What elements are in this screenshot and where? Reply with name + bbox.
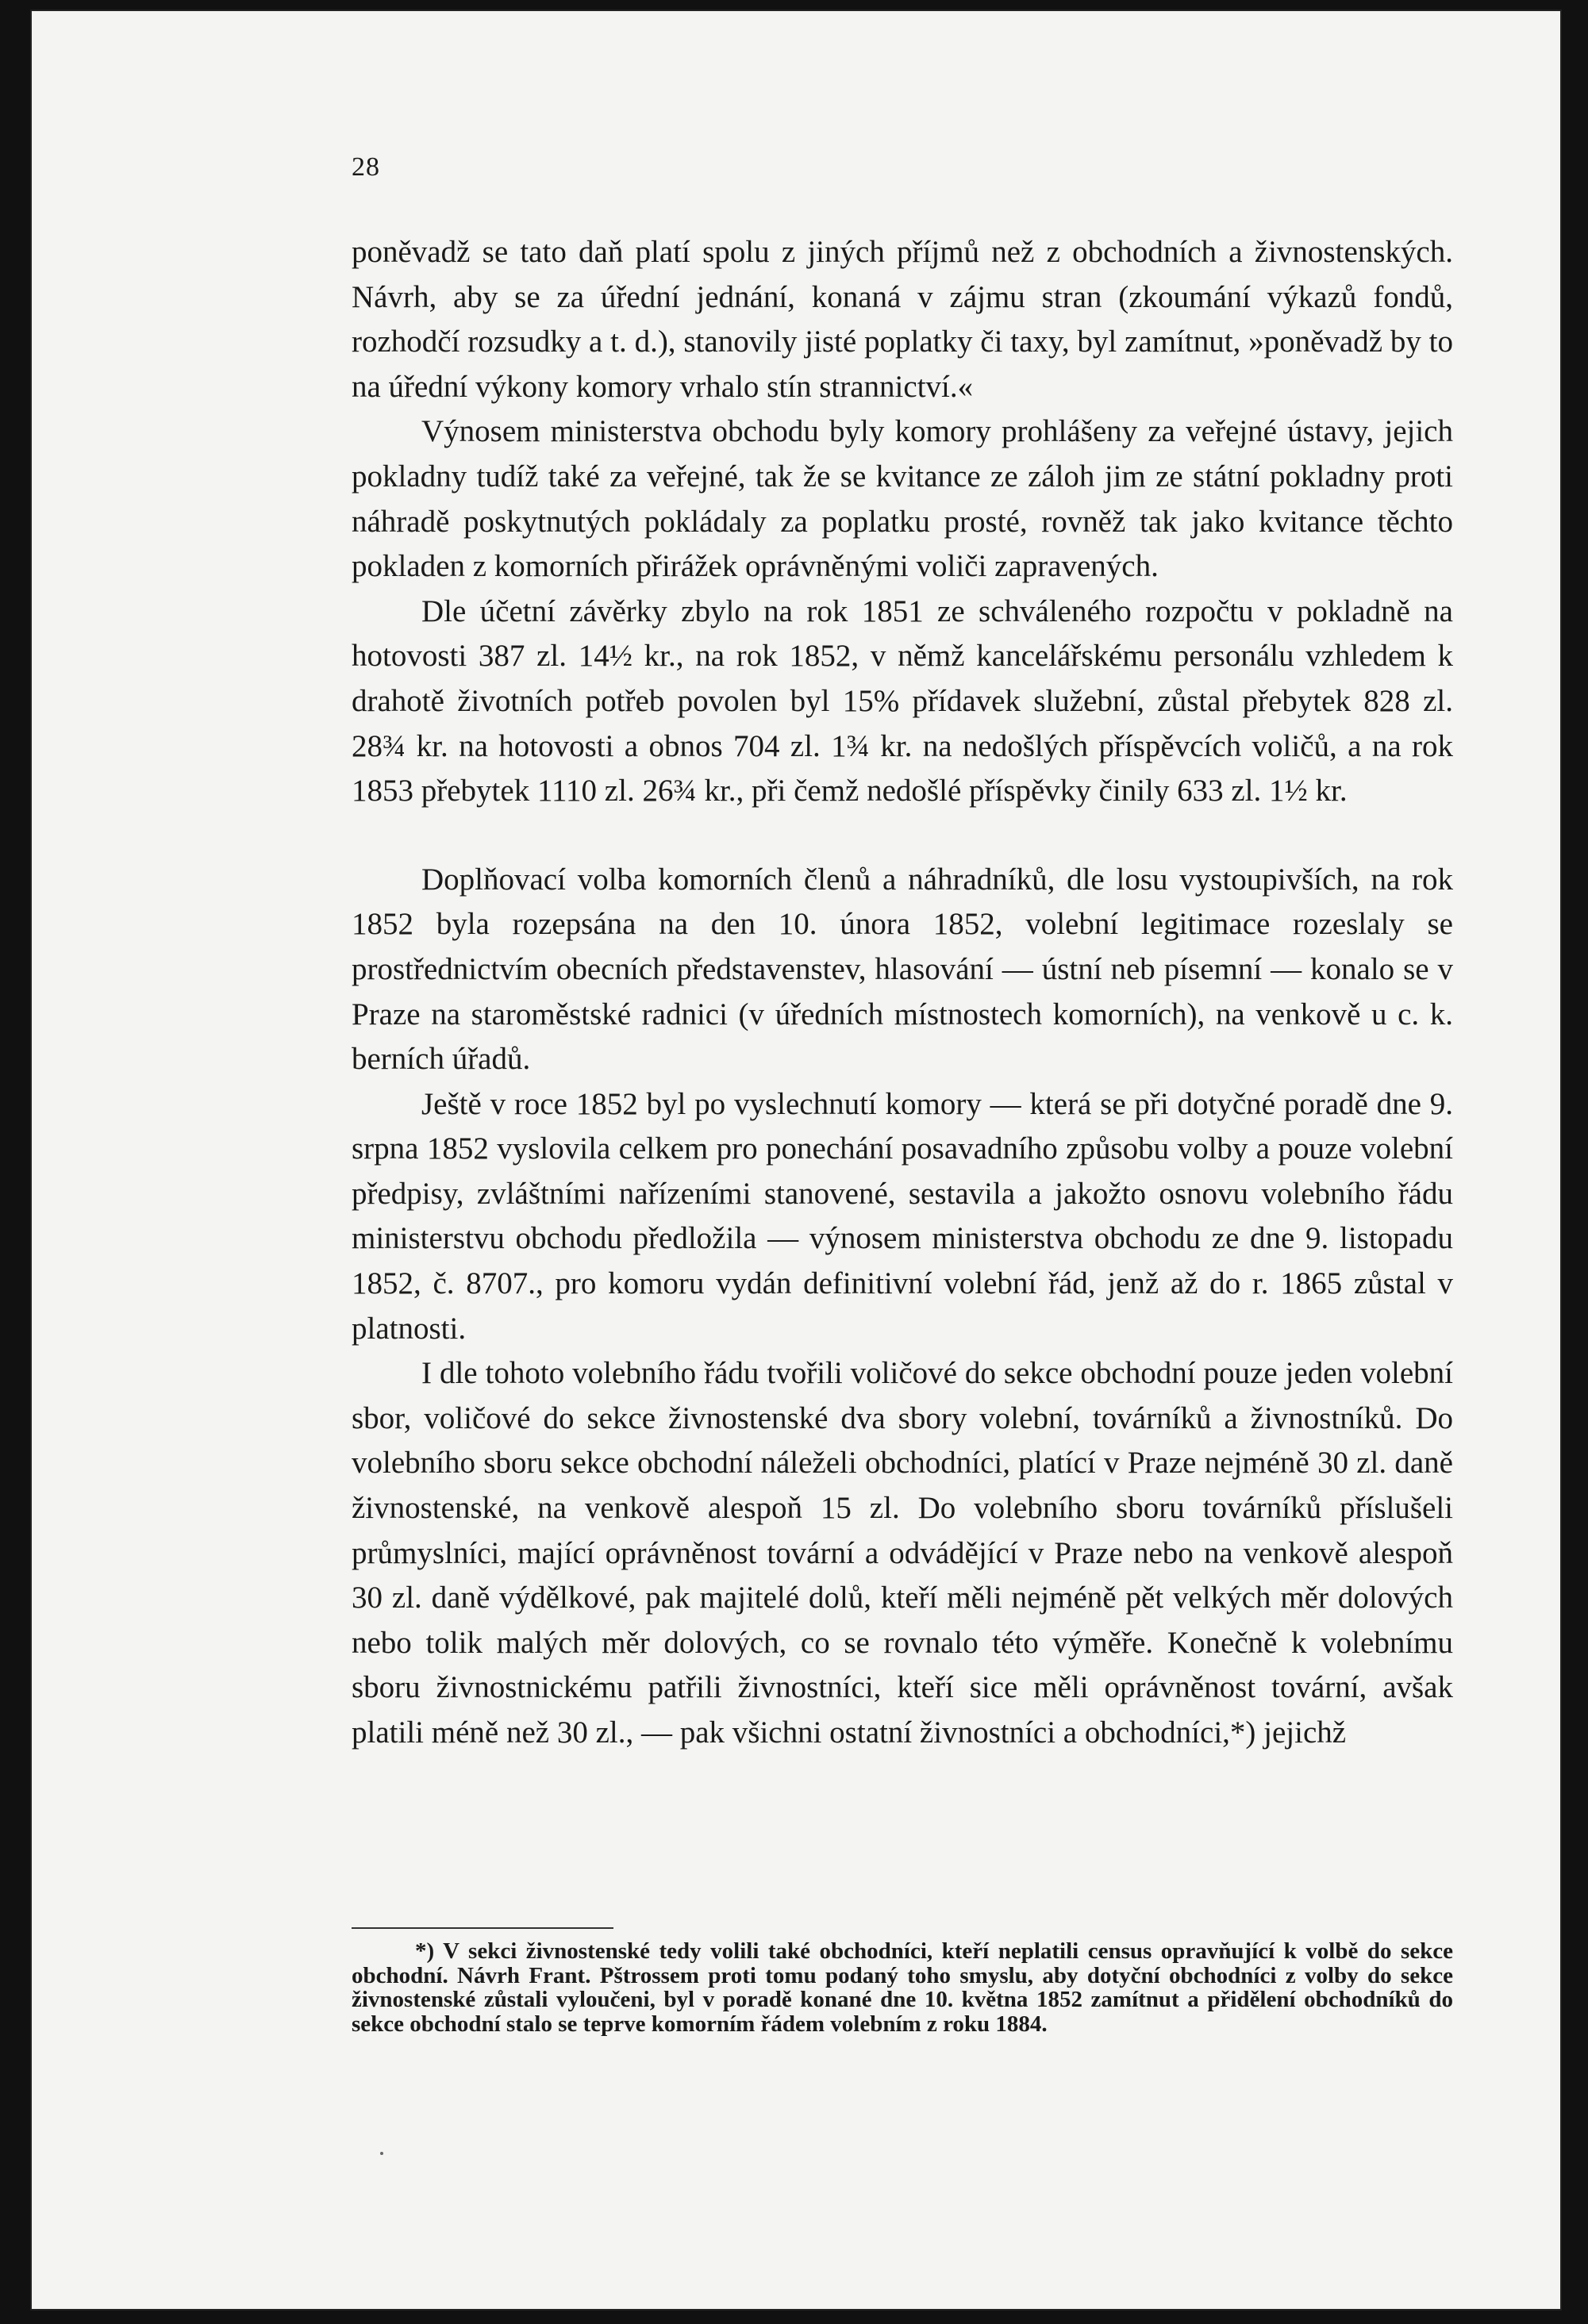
scan-speck <box>380 2152 383 2155</box>
paragraph-6: I dle tohoto volebního řádu tvořili voličové do sekce obchodní pouze jeden volební sbor, voličové do sekce živnostenské dva sbory volební, továrníků a živnostníků. Do volebního sboru sekce obchodní náleželi obchodníci, platící v Praze nejméně 30 zl. daně živnostenské, na venkově alespoň 15 zl. Do volebního sboru továrníků příslušeli průmyslníci, mající oprávněnost tovární a odvádějící v Praze nebo na venkově alespoň 30 zl. daně výdělkové, pak majitelé dolů, kteří měli nejméně pět velkých měr dolových nebo tolik malých měr dolových, co se rovnalo této výměře. Konečně k volebnímu sboru živnostnickému patřili živnostníci, kteří sice měli oprávněnost tovární, avšak platili méně než 30 zl., — pak všichni ostatní živnostníci a obchodníci,*) jejichž <box>352 1356 1453 1750</box>
footnote-text: *) V sekci živnostenské tedy volili také obchodníci, kteří neplatili census opravňující k volbě do sekce obchodní. Návrh Frant. Pštrossem proti tomu podaný toho smyslu, aby dotyční obchodníci z volby do sekce živnostenské zůstali vyloučeni, byl v poradě konané dne 10. května 1852 zamítnut a přidělení obchodníků do sekce obchodní stalo se teprve komorním řádem volebním z roku 1884. <box>352 1938 1453 2037</box>
body-text <box>352 230 1453 1756</box>
footnote-divider <box>352 1927 613 1929</box>
paragraph-4: Doplňovací volba komorních členů a náhradníků, dle losu vystoupivších, na rok 1852 byla rozepsána na den 10. února 1852, volební legitimace rozeslaly se prostřednictvím obecních představenstev, hlasování — ústní neb písemní — konalo se v Praze na staroměstské radnici (v úředních místnostech komorních), na venkově u c. k. berních úřadů. <box>352 862 1453 1077</box>
paragraph-5: Ještě v roce 1852 byl po vyslechnutí komory — která se při dotyčné poradě dne 9. srpna 1852 vyslovila celkem pro ponechání posavadního způsobu volby a pouze volební předpisy, zvláštními nařízeními stanovené, sestavila a jakožto osnovu volebního řádu ministerstvu obchodu předložila — výnosem ministerstva obchodu ze dne 9. listopadu 1852, č. 8707., pro komoru vydán definitivní volební řád, jenž až do r. 1865 zůstal v platnosti. <box>352 1086 1453 1346</box>
paragraph-2: Výnosem ministerstva obchodu byly komory prohlášeny za veřejné ústavy, jejich pokladny tudíž také za veřejné, tak že se kvitance ze záloh jim ze státní pokladny proti náhradě poskytnutých pokládaly za poplatku prosté, rovněž tak jako kvitance těchto pokladen z komorních přirážek oprávněnými voliči zapravených. <box>352 414 1453 584</box>
paragraph-1: poněvadž se tato daň platí spolu z jiných příjmů než z obchodních a živnostenských. Návrh, aby se za úřední jednání, konaná v zájmu stran (zkoumání výkazů fondů, rozhodčí rozsudky a t. d.), stanovily jisté poplatky či taxy, byl zamítnut, »poněvadž by to na úřední výkony komory vrhalo stín strannictví.« <box>352 235 1453 404</box>
page-number: 28 <box>352 152 380 182</box>
paragraph-3: Dle účetní závěrky zbylo na rok 1851 ze schváleného rozpočtu v pokladně na hotovosti 387 zl. 14½ kr., na rok 1852, v němž kancelářskému personálu vzhledem k drahotě životních potřeb povolen byl 15% přídavek služební, zůstal přebytek 828 zl. 28¾ kr. na hotovosti a obnos 704 zl. 1¾ kr. na nedošlých příspěvcích voličů, a na rok 1853 přebytek 1110 zl. 26¾ kr., při čemž nedošlé příspěvky činily 633 zl. 1½ kr. <box>352 593 1453 809</box>
scanned-page <box>30 10 1562 2311</box>
footnote <box>352 1939 1453 2036</box>
